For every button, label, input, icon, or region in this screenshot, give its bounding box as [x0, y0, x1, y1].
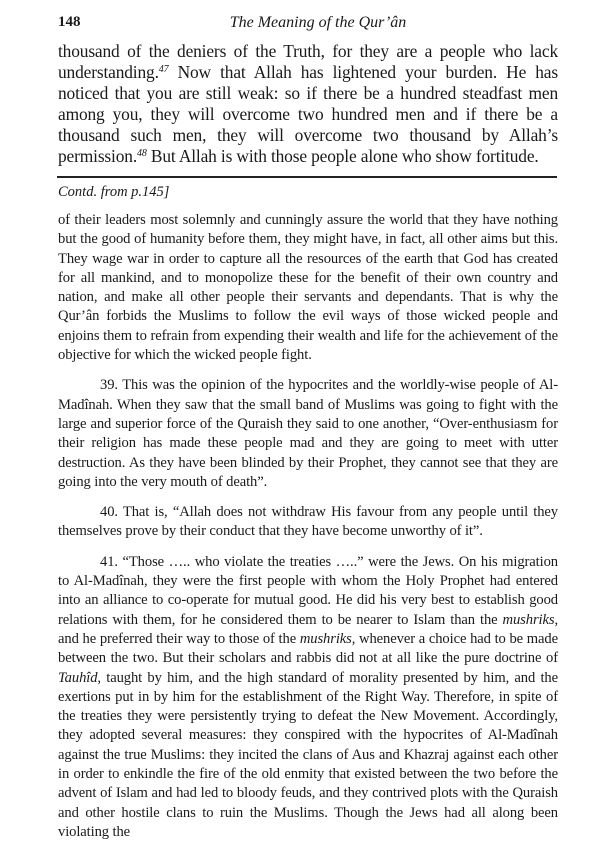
italic-term: mushriks — [299, 630, 352, 647]
note-continuation: of their leaders most solemnly and cunningly assure the world that they have nothing but the good of humanity before them, they might have, in fact, all other aims but this. They wage war in order to capture all the resources of the earth that God has created for all mankind, and to monopolize these for the benefit of their own country and nation, and make all other people their servants and dependants. That is why the Qur’ân forbids the Muslims to follow the evil ways of those wicked people and enjoins them to refrain from expending their wealth and life for the achievement of the objective for which the wicked people fight. — [58, 212, 558, 364]
page-header — [58, 14, 558, 34]
main-text-segment: But Allah is with those people alone who show fortitude. — [146, 145, 539, 166]
running-title: The Meaning of the Qur’ân — [229, 14, 407, 31]
footnote-ref-48[interactable]: 48 — [137, 147, 147, 159]
note-text: 41. “Those ….. who violate the treaties …..” were the Jews. On his migration to Al-Madînah, they were the first people with whom the Holy Prophet had entered into an alliance to co-operate for mutual good. He did his very best to establish good relations with them, for he considered them to be nearer to Islam than the — [58, 553, 558, 628]
section-divider — [57, 176, 557, 178]
commentary-notes — [58, 211, 558, 853]
note-39: 39. This was the opinion of the hypocrites and the worldly-wise people of Al-Madînah. When they saw that the small band of Muslims was going to fight with the large and superior force of the Quraish they said to one another, “Over-enthusiasm for their religion has made these people mad and they are going to meet with utter destruction. As they have been blinded by their Prophet, they cannot see that they are going into the very mouth of death”. — [58, 377, 558, 490]
main-text-segment: thousand of the deniers of the Truth, for they are a people who lack understanding. — [58, 41, 558, 82]
main-translation-text — [58, 41, 558, 166]
continued-from-label: Contd. from p.145] — [58, 184, 170, 200]
footnote-ref-47[interactable]: 47 — [158, 63, 169, 75]
note-41 — [58, 553, 558, 842]
note-text: , and he preferred their way to those of the — [58, 611, 558, 647]
main-text-segment: Now that Allah has lightened your burden. He has noticed that you are still weak: so if there be a hundred steadfast men among you, they will overcome two hundred men and if there be a thousand such men, they will overcome two thousand by Allah’s permission. — [58, 61, 558, 166]
italic-term: mushriks — [502, 611, 555, 628]
page-number: 148 — [58, 14, 81, 30]
note-40: 40. That is, “Allah does not withdraw His favour from any people until they themselves prove by their conduct that they have become unworthy of it”. — [58, 504, 558, 540]
note-text: , whenever a choice had to be made between the two. But their scholars and rabbis did not at all like the pure doctrine of — [58, 630, 559, 667]
italic-term: Tauhîd — [58, 669, 98, 686]
note-text: , taught by him, and the high standard of morality presented by him, and the exertions put in by him for the establishment of the Right Way. Therefore, in spite of the treaties they were persistently trying to defeat the New Movement. Accordingly, they adopted several measures: they conspired with the hypocrites of Al-Madînah against the true Muslims: they incited the clans of Aus and Khazraj against each other in order to enkindle the fire of the old enmity that existed between the two before the advent of Islam and had led to bloody feuds, and they contrived plots with the Quraish and other hostile clans to ruin the Muslims. Though the Jews had all along been violating the — [58, 669, 558, 840]
